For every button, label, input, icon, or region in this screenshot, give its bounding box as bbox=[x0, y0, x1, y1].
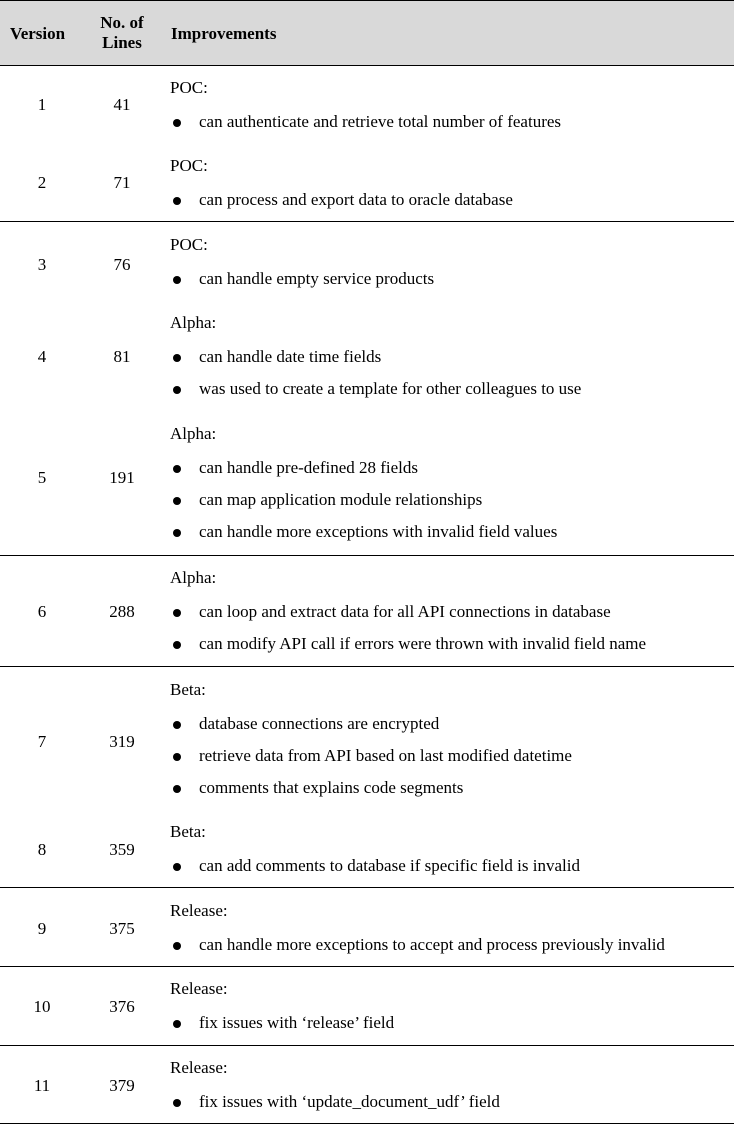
improvement-text: can handle empty service products bbox=[199, 269, 435, 288]
improvement-item bbox=[170, 856, 734, 888]
bullet-icon bbox=[173, 497, 181, 505]
bullet-icon bbox=[173, 119, 181, 127]
line-count: 81 bbox=[113, 347, 131, 366]
stage-label: Alpha: bbox=[170, 313, 217, 332]
improvement-text: can map application module relationships bbox=[199, 490, 483, 509]
improvement-item bbox=[170, 190, 734, 222]
improvements-cell bbox=[170, 901, 734, 967]
improvements-cell bbox=[170, 568, 734, 666]
improvement-text: can handle more exceptions with invalid field values bbox=[199, 522, 558, 541]
line-count: 191 bbox=[109, 468, 135, 487]
improvement-item bbox=[170, 490, 734, 522]
line-count: 41 bbox=[113, 95, 131, 114]
header-lines-line2: Lines bbox=[102, 33, 142, 52]
row-divider bbox=[0, 555, 734, 556]
bullet-icon bbox=[173, 354, 181, 362]
bullet-icon bbox=[173, 529, 181, 537]
line-count: 288 bbox=[109, 602, 135, 621]
bullet-icon bbox=[173, 386, 181, 394]
row-divider bbox=[0, 666, 734, 667]
bullet-icon bbox=[173, 197, 181, 205]
improvement-text: can handle more exceptions to accept and process previously invalid bbox=[199, 935, 665, 954]
row-divider bbox=[0, 1045, 734, 1046]
line-count: 376 bbox=[109, 997, 135, 1016]
improvement-text: can loop and extract data for all API connections in database bbox=[199, 602, 611, 621]
bullet-icon bbox=[173, 753, 181, 761]
version-number: 8 bbox=[37, 840, 47, 859]
stage-label: Alpha: bbox=[170, 424, 217, 443]
improvement-item bbox=[170, 634, 734, 666]
row-divider bbox=[0, 887, 734, 888]
improvements-cell bbox=[170, 680, 734, 810]
improvement-text: retrieve data from API based on last modified datetime bbox=[199, 746, 572, 765]
version-number: 4 bbox=[37, 347, 47, 366]
improvement-item bbox=[170, 778, 734, 810]
bullet-icon bbox=[173, 1099, 181, 1107]
improvement-item bbox=[170, 746, 734, 778]
table-header bbox=[0, 0, 734, 66]
improvement-item bbox=[170, 112, 734, 144]
stage-label: Beta: bbox=[170, 680, 206, 699]
improvements-cell bbox=[170, 822, 734, 888]
improvement-item bbox=[170, 379, 734, 411]
header-version: Version bbox=[10, 24, 66, 43]
version-number: 10 bbox=[33, 997, 51, 1016]
improvement-text: can handle date time fields bbox=[199, 347, 382, 366]
bullet-icon bbox=[173, 721, 181, 729]
line-count: 375 bbox=[109, 919, 135, 938]
improvement-text: comments that explains code segments bbox=[199, 778, 464, 797]
improvements-cell bbox=[170, 313, 734, 411]
improvement-item bbox=[170, 1092, 734, 1124]
improvement-text: database connections are encrypted bbox=[199, 714, 440, 733]
version-number: 11 bbox=[33, 1076, 51, 1095]
stage-label: Alpha: bbox=[170, 568, 217, 587]
stage-label: Release: bbox=[170, 1058, 228, 1077]
improvement-text: fix issues with ‘update_document_udf’ field bbox=[199, 1092, 500, 1111]
bullet-icon bbox=[173, 465, 181, 473]
improvements-cell bbox=[170, 424, 734, 554]
line-count: 319 bbox=[109, 732, 135, 751]
stage-label: POC: bbox=[170, 78, 208, 97]
improvement-item bbox=[170, 1013, 734, 1045]
improvement-text: can authenticate and retrieve total number of features bbox=[199, 112, 562, 131]
bullet-icon bbox=[173, 863, 181, 871]
stage-label: POC: bbox=[170, 235, 208, 254]
improvement-text: was used to create a template for other colleagues to use bbox=[199, 379, 582, 398]
row-divider bbox=[0, 1123, 734, 1124]
stage-label: Release: bbox=[170, 979, 228, 998]
bullet-icon bbox=[173, 1020, 181, 1028]
improvement-item bbox=[170, 714, 734, 746]
bullet-icon bbox=[173, 942, 181, 950]
version-number: 6 bbox=[37, 602, 47, 621]
line-count: 379 bbox=[109, 1076, 135, 1095]
improvement-text: fix issues with ‘release’ field bbox=[199, 1013, 395, 1032]
row-divider bbox=[0, 966, 734, 967]
version-number: 9 bbox=[37, 919, 47, 938]
version-number: 5 bbox=[37, 468, 47, 487]
improvement-item bbox=[170, 458, 734, 490]
improvements-cell bbox=[170, 235, 734, 301]
line-count: 76 bbox=[113, 255, 131, 274]
stage-label: Beta: bbox=[170, 822, 206, 841]
line-count: 359 bbox=[109, 840, 135, 859]
improvement-item bbox=[170, 347, 734, 379]
improvement-item bbox=[170, 935, 734, 967]
improvement-item bbox=[170, 602, 734, 634]
improvement-item bbox=[170, 269, 734, 301]
stage-label: Release: bbox=[170, 901, 228, 920]
improvement-item bbox=[170, 522, 734, 554]
header-lines-line1: No. of bbox=[100, 13, 144, 32]
improvement-text: can add comments to database if specific field is invalid bbox=[199, 856, 580, 875]
bullet-icon bbox=[173, 641, 181, 649]
header-lines bbox=[84, 13, 160, 53]
improvement-text: can handle pre-defined 28 fields bbox=[199, 458, 419, 477]
version-number: 1 bbox=[37, 95, 47, 114]
version-number: 3 bbox=[37, 255, 47, 274]
header-improvements: Improvements bbox=[171, 24, 277, 43]
stage-label: POC: bbox=[170, 156, 208, 175]
line-count: 71 bbox=[113, 173, 131, 192]
improvement-text: can modify API call if errors were thrown with invalid field name bbox=[199, 634, 647, 653]
improvements-cell bbox=[170, 156, 734, 222]
bullet-icon bbox=[173, 276, 181, 284]
version-number: 7 bbox=[37, 732, 47, 751]
improvement-text: can process and export data to oracle database bbox=[199, 190, 513, 209]
improvements-cell bbox=[170, 1058, 734, 1124]
improvements-cell bbox=[170, 78, 734, 144]
bullet-icon bbox=[173, 785, 181, 793]
bullet-icon bbox=[173, 609, 181, 617]
version-number: 2 bbox=[37, 173, 47, 192]
row-divider bbox=[0, 221, 734, 222]
improvements-cell bbox=[170, 979, 734, 1045]
